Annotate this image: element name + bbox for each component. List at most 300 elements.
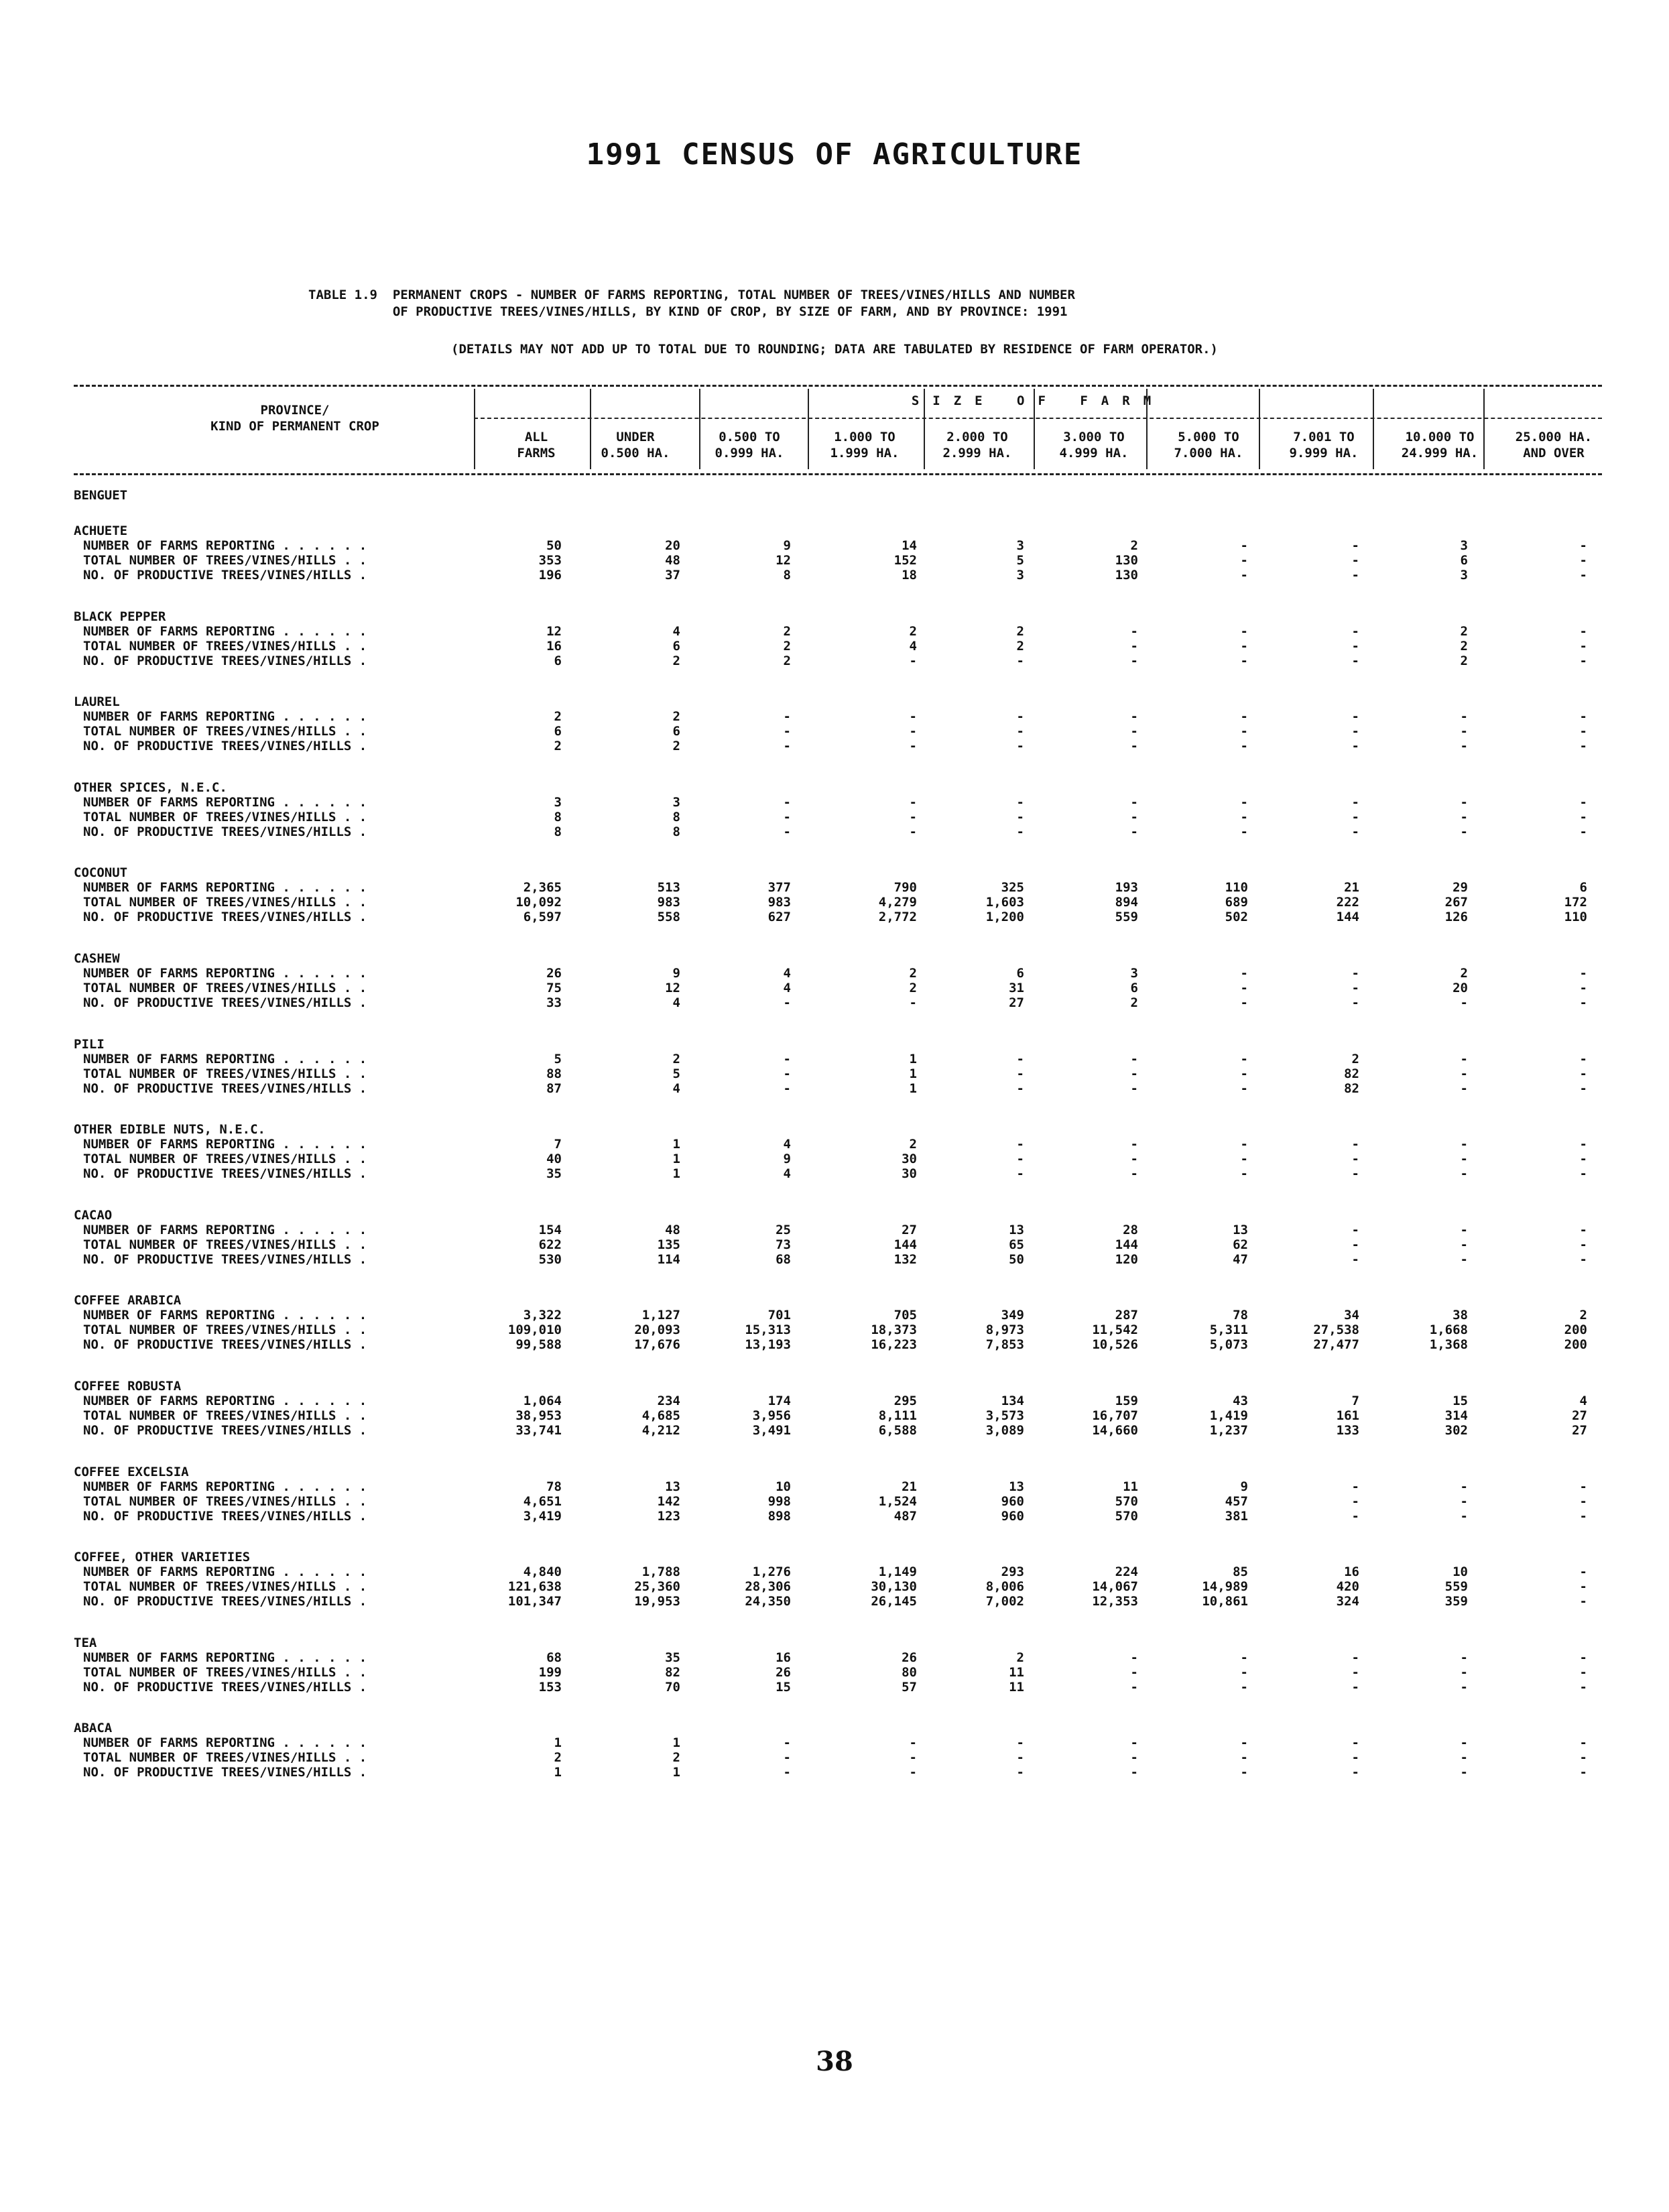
table-cell: -: [1351, 795, 1359, 810]
table-cell: -: [1351, 538, 1359, 553]
table-cell: 200: [1564, 1323, 1587, 1337]
table-cell: 80: [902, 1665, 917, 1680]
table-cell: 7: [1351, 1394, 1359, 1408]
table-cell: -: [1240, 1052, 1248, 1066]
table-cell: 3: [554, 795, 562, 810]
table-cell: 17,676: [634, 1337, 680, 1352]
table-cell: -: [909, 1765, 917, 1780]
table-cell: 135: [657, 1237, 680, 1252]
table-cell: 7,853: [985, 1337, 1024, 1352]
table-cell: 38,953: [515, 1408, 562, 1423]
table-cell: 47: [1233, 1252, 1248, 1267]
table-cell: 153: [538, 1680, 562, 1695]
table-cell: -: [1579, 1166, 1587, 1181]
crop-name: LAUREL: [74, 694, 120, 709]
table-cell: -: [1016, 1066, 1024, 1081]
measure-label: NUMBER OF FARMS REPORTING . . . . . .: [83, 1052, 367, 1066]
table-cell: 894: [1115, 895, 1138, 910]
table-cell: 4: [783, 1166, 791, 1181]
table-cell: 132: [893, 1252, 917, 1267]
table-cell: -: [1351, 739, 1359, 753]
table-cell: -: [1016, 810, 1024, 824]
table-cell: 8,006: [985, 1579, 1024, 1594]
table-cell: 2: [1460, 639, 1468, 654]
measure-label: NO. OF PRODUCTIVE TREES/VINES/HILLS .: [83, 824, 367, 839]
table-cell: 20: [665, 538, 680, 553]
table-cell: 349: [1001, 1308, 1024, 1323]
table-cell: 8,111: [878, 1408, 917, 1423]
table-cell: -: [1351, 810, 1359, 824]
table-cell: 30: [902, 1166, 917, 1181]
table-cell: -: [1016, 654, 1024, 668]
table-cell: -: [1351, 1166, 1359, 1181]
table-cell: -: [1460, 1137, 1468, 1152]
table-cell: 513: [657, 880, 680, 895]
table-cell: -: [1579, 568, 1587, 582]
table-cell: -: [1579, 1594, 1587, 1609]
table-cell: 4,212: [641, 1423, 680, 1438]
table-cell: -: [1016, 709, 1024, 724]
table-cell: -: [1240, 739, 1248, 753]
table-cell: 1: [554, 1735, 562, 1750]
table-cell: -: [1460, 1237, 1468, 1252]
measure-label: NO. OF PRODUCTIVE TREES/VINES/HILLS .: [83, 1337, 367, 1352]
table-cell: 3,573: [985, 1408, 1024, 1423]
table-cell: 65: [1009, 1237, 1024, 1252]
table-cell: -: [1351, 553, 1359, 568]
table-cell: -: [1130, 1137, 1138, 1152]
table-cell: 4: [672, 624, 680, 639]
table-cell: -: [1240, 553, 1248, 568]
table-cell: 4,685: [641, 1408, 680, 1423]
measure-label: TOTAL NUMBER OF TREES/VINES/HILLS . .: [83, 1665, 367, 1680]
table-cell: 99,588: [515, 1337, 562, 1352]
table-cell: 110: [1564, 910, 1587, 924]
table-cell: 14,067: [1092, 1579, 1138, 1594]
table-cell: -: [1016, 1152, 1024, 1166]
table-cell: -: [1579, 981, 1587, 995]
table-cell: -: [909, 824, 917, 839]
table-cell: 16: [546, 639, 562, 654]
table-cell: 11,542: [1092, 1323, 1138, 1337]
column-header-line-1: 2.000 TO: [946, 430, 1008, 444]
table-cell: 960: [1001, 1494, 1024, 1509]
table-cell: 381: [1225, 1509, 1248, 1524]
table-cell: 898: [767, 1509, 791, 1524]
table-cell: -: [1240, 995, 1248, 1010]
table-cell: 30,130: [871, 1579, 917, 1594]
table-cell: -: [1579, 1509, 1587, 1524]
table-cell: 161: [1336, 1408, 1359, 1423]
table-cell: 33,741: [515, 1423, 562, 1438]
table-cell: 1,419: [1209, 1408, 1248, 1423]
measure-label: TOTAL NUMBER OF TREES/VINES/HILLS . .: [83, 1152, 367, 1166]
table-cell: 5,073: [1209, 1337, 1248, 1352]
table-cell: -: [783, 1081, 791, 1096]
table-cell: 10,861: [1202, 1594, 1248, 1609]
table-cell: 3,419: [523, 1509, 562, 1524]
table-cell: -: [1240, 966, 1248, 981]
table-cell: 4: [672, 1081, 680, 1096]
table-cell: 27: [1572, 1408, 1587, 1423]
table-cell: -: [783, 1735, 791, 1750]
measure-label: TOTAL NUMBER OF TREES/VINES/HILLS . .: [83, 1237, 367, 1252]
table-cell: 2,772: [878, 910, 917, 924]
table-cell: -: [909, 810, 917, 824]
measure-label: NUMBER OF FARMS REPORTING . . . . . .: [83, 795, 367, 810]
table-cell: 31: [1009, 981, 1024, 995]
table-cell: 2: [1460, 624, 1468, 639]
table-cell: 130: [1115, 553, 1138, 568]
column-header-line-1: 1.000 TO: [834, 430, 895, 444]
column-header-line-1: UNDER: [616, 430, 655, 444]
table-cell: -: [1351, 624, 1359, 639]
table-cell: -: [1240, 1650, 1248, 1665]
crop-name: BLACK PEPPER: [74, 609, 166, 624]
table-cell: -: [1579, 709, 1587, 724]
table-cell: 27: [1572, 1423, 1587, 1438]
table-cell: 2: [554, 709, 562, 724]
table-cell: -: [783, 739, 791, 753]
measure-label: TOTAL NUMBER OF TREES/VINES/HILLS . .: [83, 810, 367, 824]
table-cell: 295: [893, 1394, 917, 1408]
table-cell: -: [1240, 1735, 1248, 1750]
table-cell: -: [1130, 1735, 1138, 1750]
table-cell: 13: [665, 1479, 680, 1494]
table-cell: 3: [1016, 568, 1024, 582]
table-cell: 3: [672, 795, 680, 810]
table-cell: 10,092: [515, 895, 562, 910]
measure-label: TOTAL NUMBER OF TREES/VINES/HILLS . .: [83, 1066, 367, 1081]
measure-label: NUMBER OF FARMS REPORTING . . . . . .: [83, 1308, 367, 1323]
crop-name: TEA: [74, 1636, 97, 1650]
table-cell: 689: [1225, 895, 1248, 910]
table-cell: -: [1460, 1223, 1468, 1237]
table-cell: -: [1460, 1152, 1468, 1166]
table-cell: 15: [776, 1680, 791, 1695]
table-cell: -: [1460, 739, 1468, 753]
table-cell: 1,368: [1429, 1337, 1468, 1352]
table-cell: 983: [767, 895, 791, 910]
table-cell: -: [1240, 709, 1248, 724]
table-cell: 314: [1444, 1408, 1468, 1423]
table-cell: 3: [1016, 538, 1024, 553]
table-cell: -: [1351, 981, 1359, 995]
table-cell: 1,788: [641, 1564, 680, 1579]
table-cell: -: [783, 1765, 791, 1780]
table-cell: 27: [902, 1223, 917, 1237]
measure-label: TOTAL NUMBER OF TREES/VINES/HILLS . .: [83, 895, 367, 910]
table-cell: 1,064: [523, 1394, 562, 1408]
table-cell: 8: [554, 824, 562, 839]
table-cell: -: [909, 1750, 917, 1765]
measure-label: NUMBER OF FARMS REPORTING . . . . . .: [83, 1137, 367, 1152]
table-cell: -: [1460, 1750, 1468, 1765]
table-cell: 1,276: [752, 1564, 791, 1579]
table-cell: -: [1579, 795, 1587, 810]
table-cell: 144: [1336, 910, 1359, 924]
measure-label: NUMBER OF FARMS REPORTING . . . . . .: [83, 538, 367, 553]
table-cell: 1,668: [1429, 1323, 1468, 1337]
crop-name: CACAO: [74, 1208, 113, 1223]
measure-label: NUMBER OF FARMS REPORTING . . . . . .: [83, 709, 367, 724]
table-cell: -: [1240, 624, 1248, 639]
table-cell: 11: [1123, 1479, 1138, 1494]
table-cell: -: [1460, 1081, 1468, 1096]
measure-label: TOTAL NUMBER OF TREES/VINES/HILLS . .: [83, 1408, 367, 1423]
table-cell: 27,477: [1313, 1337, 1359, 1352]
table-cell: 983: [657, 895, 680, 910]
table-cell: -: [909, 724, 917, 739]
table-cell: -: [1016, 724, 1024, 739]
table-cell: -: [1460, 1680, 1468, 1695]
table-cell: 2: [783, 624, 791, 639]
table-cell: 325: [1001, 880, 1024, 895]
table-cell: 4: [783, 966, 791, 981]
table-cell: 57: [902, 1680, 917, 1695]
measure-label: NO. OF PRODUCTIVE TREES/VINES/HILLS .: [83, 1081, 367, 1096]
table-cell: 50: [546, 538, 562, 553]
table-cell: 4: [783, 981, 791, 995]
table-cell: -: [1016, 1137, 1024, 1152]
table-cell: 13: [1009, 1479, 1024, 1494]
table-cell: -: [1579, 1579, 1587, 1594]
table-cell: 82: [1344, 1066, 1359, 1081]
table-cell: -: [1579, 966, 1587, 981]
table-cell: 18,373: [871, 1323, 917, 1337]
table-cell: -: [1240, 1765, 1248, 1780]
table-cell: 144: [1115, 1237, 1138, 1252]
table-cell: -: [1130, 1081, 1138, 1096]
measure-label: TOTAL NUMBER OF TREES/VINES/HILLS . .: [83, 724, 367, 739]
table-caption-line-1: TABLE 1.9 PERMANENT CROPS - NUMBER OF FARMS REPORTING, TOTAL NUMBER OF TREES/VINES/HILLS AND NUMBER: [308, 288, 1075, 302]
table-note: (DETAILS MAY NOT ADD UP TO TOTAL DUE TO ROUNDING; DATA ARE TABULATED BY RESIDENCE OF FARM OPERATOR.): [451, 342, 1218, 357]
table-cell: -: [1579, 1237, 1587, 1252]
table-cell: 88: [546, 1066, 562, 1081]
table-cell: 109,010: [507, 1323, 562, 1337]
table-cell: -: [1579, 624, 1587, 639]
table-cell: -: [1579, 1765, 1587, 1780]
table-cell: 8: [672, 810, 680, 824]
table-cell: 120: [1115, 1252, 1138, 1267]
table-cell: 1,127: [641, 1308, 680, 1323]
table-cell: 26: [902, 1650, 917, 1665]
stub-header-line-2: KIND OF PERMANENT CROP: [210, 419, 379, 434]
table-cell: -: [1240, 824, 1248, 839]
table-cell: -: [1579, 1479, 1587, 1494]
table-cell: -: [1579, 995, 1587, 1010]
crop-name: PILI: [74, 1037, 105, 1052]
table-cell: -: [1130, 639, 1138, 654]
table-cell: -: [1351, 639, 1359, 654]
table-cell: 14,660: [1092, 1423, 1138, 1438]
table-cell: 26: [776, 1665, 791, 1680]
table-cell: -: [1579, 639, 1587, 654]
table-cell: -: [1460, 1665, 1468, 1680]
measure-label: TOTAL NUMBER OF TREES/VINES/HILLS . .: [83, 1750, 367, 1765]
table-cell: 1,237: [1209, 1423, 1248, 1438]
table-cell: 559: [1115, 910, 1138, 924]
table-cell: 28,306: [745, 1579, 791, 1594]
table-cell: 457: [1225, 1494, 1248, 1509]
table-cell: -: [1016, 795, 1024, 810]
table-cell: 224: [1115, 1564, 1138, 1579]
measure-label: NUMBER OF FARMS REPORTING . . . . . .: [83, 880, 367, 895]
table-cell: 1: [672, 1765, 680, 1780]
measure-label: NO. OF PRODUCTIVE TREES/VINES/HILLS .: [83, 1252, 367, 1267]
table-cell: 110: [1225, 880, 1248, 895]
table-cell: 530: [538, 1252, 562, 1267]
table-cell: 78: [1233, 1308, 1248, 1323]
table-cell: -: [1130, 1680, 1138, 1695]
table-cell: 8: [554, 810, 562, 824]
table-cell: 38: [1452, 1308, 1468, 1323]
table-cell: 3,956: [752, 1408, 791, 1423]
table-cell: -: [1460, 1052, 1468, 1066]
measure-label: NO. OF PRODUCTIVE TREES/VINES/HILLS .: [83, 654, 367, 668]
table-cell: -: [783, 810, 791, 824]
table-cell: -: [1130, 1650, 1138, 1665]
table-cell: 18: [902, 568, 917, 582]
measure-label: NO. OF PRODUCTIVE TREES/VINES/HILLS .: [83, 1765, 367, 1780]
table-cell: -: [1240, 981, 1248, 995]
table-cell: 10: [1452, 1564, 1468, 1579]
table-cell: 267: [1444, 895, 1468, 910]
table-cell: -: [1351, 1665, 1359, 1680]
table-cell: 6,588: [878, 1423, 917, 1438]
table-cell: -: [783, 995, 791, 1010]
table-cell: 85: [1233, 1564, 1248, 1579]
table-cell: 133: [1336, 1423, 1359, 1438]
table-cell: 1,603: [985, 895, 1024, 910]
table-cell: -: [1130, 1152, 1138, 1166]
table-cell: 1,524: [878, 1494, 917, 1509]
table-cell: 11: [1009, 1665, 1024, 1680]
table-cell: 82: [1344, 1081, 1359, 1096]
table-cell: -: [1130, 624, 1138, 639]
table-cell: 222: [1336, 895, 1359, 910]
table-cell: 6,597: [523, 910, 562, 924]
column-header-line-1: ALL: [524, 430, 548, 444]
table-cell: -: [1351, 1650, 1359, 1665]
table-cell: -: [909, 1735, 917, 1750]
table-cell: -: [1016, 824, 1024, 839]
crop-name: ABACA: [74, 1721, 113, 1735]
table-cell: 7,002: [985, 1594, 1024, 1609]
table-cell: -: [1130, 810, 1138, 824]
table-cell: -: [909, 654, 917, 668]
measure-label: NO. OF PRODUCTIVE TREES/VINES/HILLS .: [83, 995, 367, 1010]
table-cell: 2: [1579, 1308, 1587, 1323]
measure-label: NUMBER OF FARMS REPORTING . . . . . .: [83, 966, 367, 981]
table-cell: 6: [554, 654, 562, 668]
table-cell: 14: [902, 538, 917, 553]
measure-label: NUMBER OF FARMS REPORTING . . . . . .: [83, 1479, 367, 1494]
table-cell: -: [1351, 1494, 1359, 1509]
table-cell: -: [1351, 1509, 1359, 1524]
table-cell: -: [1016, 739, 1024, 753]
table-cell: -: [1460, 709, 1468, 724]
table-cell: 377: [767, 880, 791, 895]
table-cell: 152: [893, 553, 917, 568]
size-of-farm-header: SIZE OF FARM: [911, 393, 1165, 408]
table-cell: -: [1579, 810, 1587, 824]
table-cell: 24,350: [745, 1594, 791, 1609]
table-cell: 324: [1336, 1594, 1359, 1609]
table-cell: 234: [657, 1394, 680, 1408]
table-cell: 35: [546, 1166, 562, 1181]
table-cell: 998: [767, 1494, 791, 1509]
measure-label: NUMBER OF FARMS REPORTING . . . . . .: [83, 1735, 367, 1750]
table-cell: 68: [776, 1252, 791, 1267]
table-cell: 35: [665, 1650, 680, 1665]
table-cell: 2: [554, 739, 562, 753]
column-header-line-2: 4.999 HA.: [1059, 446, 1129, 460]
table-cell: 302: [1444, 1423, 1468, 1438]
table-cell: -: [1460, 1765, 1468, 1780]
table-cell: 627: [767, 910, 791, 924]
table-cell: 142: [657, 1494, 680, 1509]
column-header-line-2: AND OVER: [1523, 446, 1585, 460]
table-cell: -: [1579, 1564, 1587, 1579]
table-cell: 2: [672, 1052, 680, 1066]
table-cell: 7: [554, 1137, 562, 1152]
table-cell: -: [1240, 1665, 1248, 1680]
table-cell: -: [1351, 1152, 1359, 1166]
table-cell: 2: [909, 966, 917, 981]
table-cell: 70: [665, 1680, 680, 1695]
table-cell: 21: [902, 1479, 917, 1494]
table-cell: -: [1351, 966, 1359, 981]
table-cell: 73: [776, 1237, 791, 1252]
table-cell: -: [1351, 568, 1359, 582]
crop-name: OTHER EDIBLE NUTS, N.E.C.: [74, 1122, 265, 1137]
table-cell: 3: [1460, 568, 1468, 582]
table-cell: -: [1016, 1750, 1024, 1765]
table-cell: 25: [776, 1223, 791, 1237]
table-cell: -: [1240, 538, 1248, 553]
table-cell: 87: [546, 1081, 562, 1096]
table-cell: -: [1460, 810, 1468, 824]
table-cell: -: [1130, 1765, 1138, 1780]
table-cell: -: [1240, 1166, 1248, 1181]
table-cell: 12: [776, 553, 791, 568]
table-cell: 2: [554, 1750, 562, 1765]
table-cell: -: [909, 739, 917, 753]
table-cell: 159: [1115, 1394, 1138, 1408]
table-cell: 200: [1564, 1337, 1587, 1352]
table-cell: 559: [1444, 1579, 1468, 1594]
table-cell: -: [1130, 1166, 1138, 1181]
table-cell: 2: [1016, 624, 1024, 639]
table-cell: 6: [1130, 981, 1138, 995]
column-header-line-2: 9.999 HA.: [1289, 446, 1359, 460]
table-cell: -: [1351, 1680, 1359, 1695]
table-cell: -: [1460, 1509, 1468, 1524]
table-cell: 16: [1344, 1564, 1359, 1579]
table-cell: -: [1240, 1750, 1248, 1765]
table-cell: -: [783, 824, 791, 839]
measure-label: NO. OF PRODUCTIVE TREES/VINES/HILLS .: [83, 1509, 367, 1524]
table-cell: -: [1130, 724, 1138, 739]
table-cell: 27,538: [1313, 1323, 1359, 1337]
table-cell: -: [1240, 810, 1248, 824]
province-label: BENGUET: [74, 488, 128, 503]
measure-label: NUMBER OF FARMS REPORTING . . . . . .: [83, 1394, 367, 1408]
table-cell: 25,360: [634, 1579, 680, 1594]
table-cell: 1: [909, 1081, 917, 1096]
table-cell: -: [1130, 795, 1138, 810]
